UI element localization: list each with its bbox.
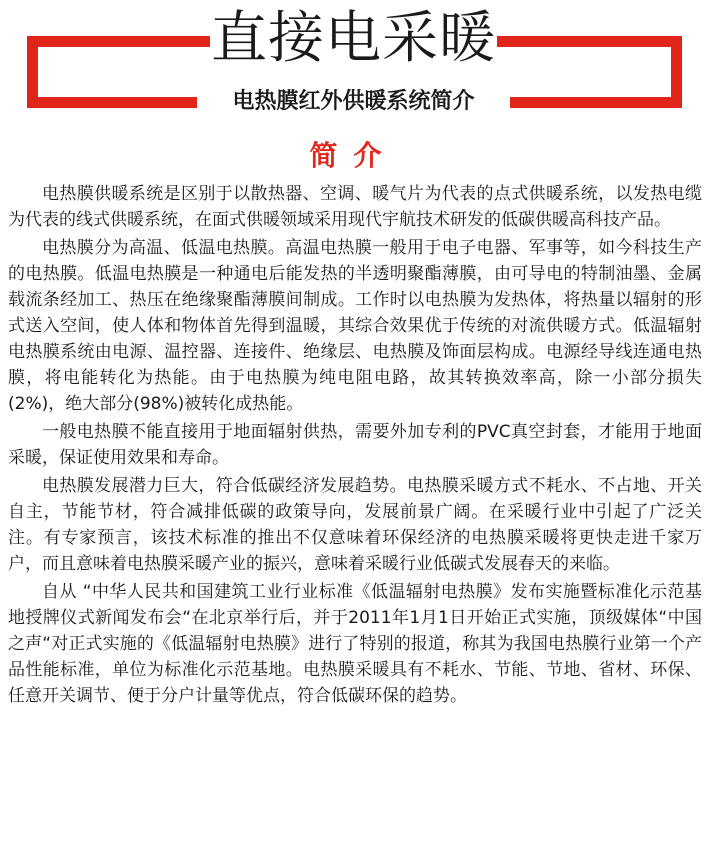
paragraph: 自从 “中华人民共和国建筑工业行业标准《低温辐射电热膜》发布实施暨标准化示范基地授牌仪式新闻发布会“在北京举行后，并于2011年1月1日开始正式实施，顶级媒体“中国之声“对正式实施的《低温辐射电热膜》进行了特别的报道，称其为我国电热膜行业第一个产品性能标准，单位为标准化示范基地。电热膜采暖具有不耗水、节能、节地、省材、环保、任意开关调节、便于分户计量等优点，符合低碳环保的趋势。	[8, 582, 702, 706]
header-frame-top-left-bar	[27, 36, 210, 47]
header-frame-bottom-right-bar	[510, 97, 682, 108]
paragraph: 电热膜供暖系统是区别于以散热器、空调、暖气片为代表的点式供暖系统，以发热电缆为代表的线式供暖系统，在面式供暖领域采用现代宇航技术研发的低碳供暖高科技产品。	[8, 184, 702, 230]
header-frame-top-right-bar	[497, 36, 682, 47]
header-frame-bottom-left-bar	[27, 97, 197, 108]
page-subtitle: 电热膜红外供暖系统简介	[232, 89, 475, 114]
article-body	[8, 181, 702, 711]
paragraph: 一般电热膜不能直接用于地面辐射供热，需要外加专利的PVC真空封套，才能用于地面采暖，保证使用效果和寿命。	[8, 422, 702, 468]
section-heading: 简介	[309, 139, 398, 172]
paragraph: 电热膜分为高温、低温电热膜。高温电热膜一般用于电子电器、军事等，如今科技生产的电热膜。低温电热膜是一种通电后能发热的半透明聚酯薄膜，由可导电的特制油墨、金属载流条经加工、热压在绝缘聚酯薄膜间制成。工作时以电热膜为发热体，将热量以辐射的形式送入空间，使人体和物体首先得到温暖，其综合效果优于传统的对流供暖方式。低温辐射电热膜系统由电源、温控器、连接件、绝缘层、电热膜及饰面层构成。电源经导线连通电热膜，将电能转化为热能。由于电热膜为纯电阻电路，故其转换效率高，除一小部分损失(2%)，绝大部分(98%)被转化成热能。	[8, 238, 702, 414]
page-title: 直接电采暖	[211, 6, 496, 71]
paragraph: 电热膜发展潜力巨大，符合低碳经济发展趋势。电热膜采暖方式不耗水、不占地、开关自主，节能节材，符合减排低碳的政策导向，发展前景广阔。在采暖行业中引起了广泛关注。有专家预言，该技术标准的推出不仅意味着环保经济的电热膜采暖将更快走进千家万户，而且意味着电热膜采暖产业的振兴，意味着采暖行业低碳式发展春天的来临。	[8, 476, 702, 574]
